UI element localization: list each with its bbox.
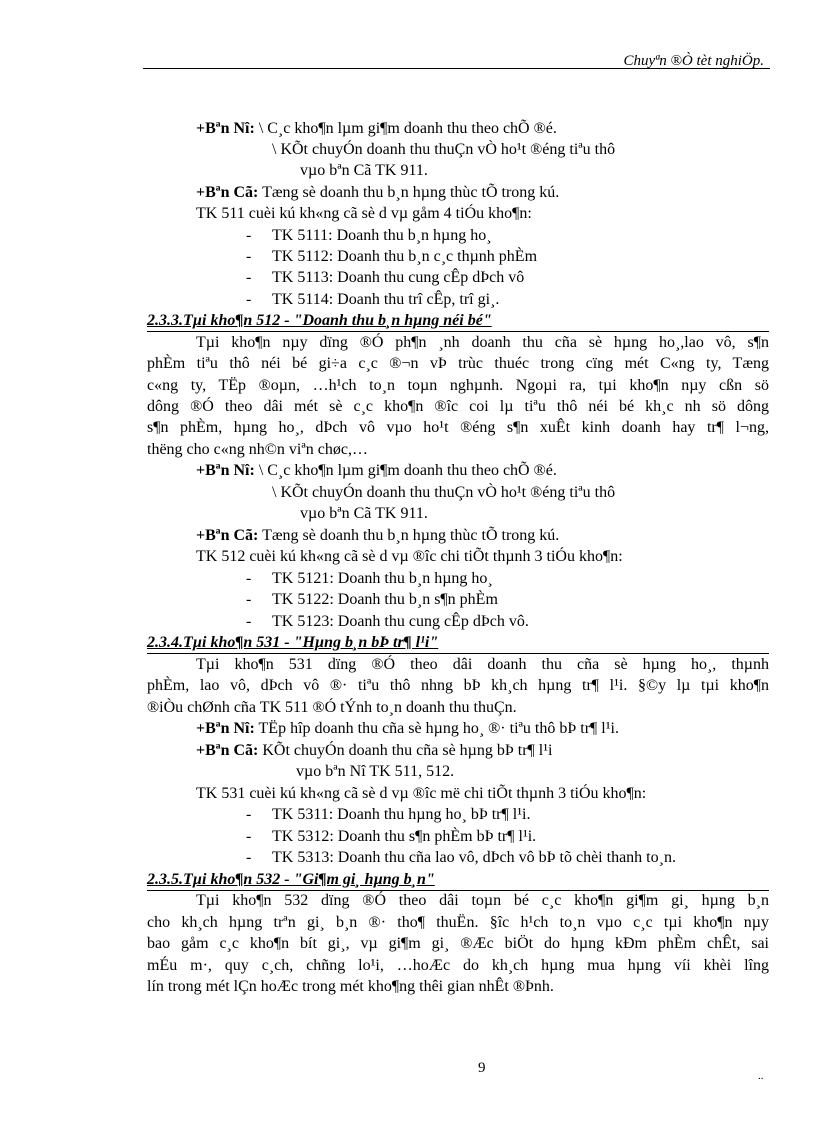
text-line: vµo bªn Nî TK 511, 512. [296,763,455,780]
paragraph-line: cho kh¸ch hµng trªn gi¸ b¸n ®· tho¶ thuËn. §îc h¹ch to¸n vµo c¸c tµi kho¶n nµy [147,914,769,931]
bullet-dash: - [246,613,252,630]
paragraph-line: thëng cho c«ng nh©n viªn chøc,… [147,441,368,458]
credit-line: +Bªn Cã: Tæng sè doanh thu b¸n hµng thùc tÕ trong kú. [196,184,560,201]
bullet-dash: - [246,269,252,286]
paragraph-line: Tµi kho¶n 531 dïng ®Ó theo dâi doanh thu cña sè hµng ho¸, thµnh [196,656,769,673]
list-item: TK 5112: Doanh thu b¸n c¸c thµnh phÈm [272,248,538,265]
text-line: \ KÕt chuyÓn doanh thu thuÇn vÒ ho¹t ®éng tiªu thô [272,484,616,501]
bullet-dash: - [246,591,252,608]
paragraph-line: lín trong mét lÇn hoÆc trong mét kho¶ng thêi gian nhÊt ®Þnh. [147,978,554,995]
paragraph-line: bao gåm c¸c kho¶n bít gi¸, vµ gi¶m gi¸ ®Æc biÖt do hµng kÐm phÈm chÊt, sai [147,935,769,952]
list-item: TK 5313: Doanh thu cña lao vô, dÞch vô bÞ tõ chèi thanh to¸n. [272,849,676,866]
text-line: TK 512 cuèi kú kh«ng cã sè d vµ ®îc chi tiÕt thµnh 3 tiÓu kho¶n: [196,548,623,565]
header-rule [143,68,770,69]
credit-line: +Bªn Cã: KÕt chuyÓn doanh thu cña sè hµng bÞ tr¶ l¹i [196,742,553,759]
list-item: TK 5111: Doanh thu b¸n hµng ho¸ [272,227,492,244]
list-item: TK 5123: Doanh thu cung cÊp dÞch vô. [272,613,529,630]
paragraph-line: s¶n phÈm, hµng ho¸, dÞch vô vµo ho¹t ®éng s¶n xuÊt kinh doanh hay tr¶ l¬ng, [147,419,769,436]
heading-rule [147,653,769,654]
page-number: 9 [478,1060,486,1076]
bullet-dash: - [246,227,252,244]
text-line: \ KÕt chuyÓn doanh thu thuÇn vÒ ho¹t ®éng tiªu thô [272,141,616,158]
bullet-dash: - [246,849,252,866]
debit-line: +Bªn Nî: TËp hîp doanh thu cña sè hµng ho¸ ®· tiªu thô bÞ tr¶ l¹i. [196,720,619,737]
list-item: TK 5122: Doanh thu b¸n s¶n phÈm [272,591,498,608]
credit-line: +Bªn Cã: Tæng sè doanh thu b¸n hµng thùc tÕ trong kú. [196,527,560,544]
paragraph-line: phÈm tiªu thô néi bé gi÷a c¸c ®¬n vÞ trùc thuéc trong cïng mét C«ng ty, Tæng [147,355,769,372]
list-item: TK 5114: Doanh thu trî cÊp, trî gi¸. [272,291,500,308]
debit-line: +Bªn Nî: \ C¸c kho¶n lµm gi¶m doanh thu theo chÕ ®é. [196,120,557,137]
heading-rule [147,331,769,332]
paragraph-line: ®iÒu chØnh cña TK 511 ®Ó tÝnh to¸n doanh thu thuÇn. [147,699,517,716]
list-item: TK 5121: Doanh thu b¸n hµng ho¸ [272,570,493,587]
list-item: TK 5312: Doanh thu s¶n phÈm bÞ tr¶ l¹i. [272,828,537,845]
list-item: TK 5113: Doanh thu cung cÊp dÞch vô [272,269,525,286]
section-heading-234: 2.3.4.Tµi kho¶n 531 - "Hµng b¸n bÞ tr¶ l¹i" [147,634,439,651]
paragraph-line: Tµi kho¶n 532 dïng ®Ó theo dâi toµn bé c¸c kho¶n gi¶m gi¸ hµng b¸n [196,892,769,909]
paragraph-line: mÉu m·, quy c¸ch, chñng lo¹i, …hoÆc do kh¸ch hµng mua hµng víi khèi lîng [147,957,769,974]
bullet-dash: - [246,248,252,265]
bullet-dash: - [246,828,252,845]
paragraph-line: dông ®Ó theo dâi mét sè c¸c kho¶n ®îc coi lµ tiªu thô néi bé kh¸c nh sö dông [147,398,769,415]
paragraph-line: Tµi kho¶n nµy dïng ®Ó ph¶n ¸nh doanh thu cña sè hµng ho¸,lao vô, s¶n [196,334,769,351]
text-line: vµo bªn Cã TK 911. [300,505,428,522]
paragraph-line: c«ng ty, TËp ®oµn, …h¹ch to¸n toµn nghµnh. Ngoµi ra, tµi kho¶n nµy cßn sö [147,377,769,394]
running-header: Chuyªn ®Ò tèt nghiÖp. [623,53,764,69]
text-line: TK 531 cuèi kú kh«ng cã sè d vµ ®îc më chi tiÕt thµnh 3 tiÓu kho¶n: [196,785,647,802]
bullet-dash: - [246,570,252,587]
section-heading-235: 2.3.5.Tµi kho¶n 532 - "Gi¶m gi¸ hµng b¸n" [147,871,435,888]
text-line: vµo bªn Cã TK 911. [300,162,428,179]
bullet-dash: - [246,291,252,308]
section-heading-233: 2.3.3.Tµi kho¶n 512 - "Doanh thu b¸n hµng néi bé" [147,312,492,329]
list-item: TK 5311: Doanh thu hµng ho¸ bÞ tr¶ l¹i. [272,806,531,823]
paragraph-line: phÈm, lao vô, dÞch vô ®· tiªu thô nhng bÞ kh¸ch hµng tr¶ l¹i. §©y lµ tµi kho¶n [147,677,769,694]
debit-line: +Bªn Nî: \ C¸c kho¶n lµm gi¶m doanh thu theo chÕ ®é. [196,462,557,479]
bullet-dash: - [246,806,252,823]
text-line: TK 511 cuèi kú kh«ng cã sè d vµ gåm 4 tiÓu kho¶n: [196,205,532,222]
footer-dots: .. [758,1070,764,1082]
